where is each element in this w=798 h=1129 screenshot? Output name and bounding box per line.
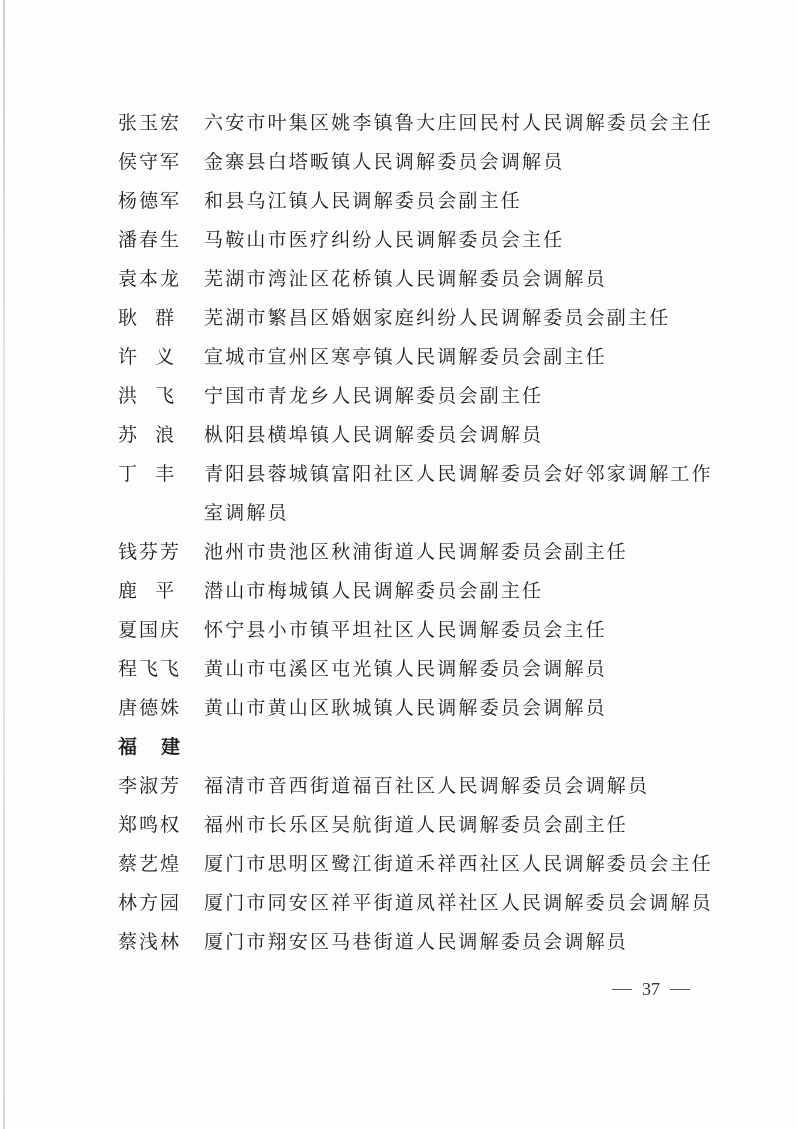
list-item — [118, 650, 718, 689]
person-position: 和县乌江镇人民调解委员会副主任 — [204, 190, 523, 212]
person-name: 程飞飞 — [118, 658, 182, 680]
list-item — [118, 260, 718, 299]
person-position: 黄山市屯溪区屯光镇人民调解委员会调解员 — [204, 658, 607, 680]
person-position: 福州市长乐区吴航街道人民调解委员会副主任 — [204, 814, 629, 836]
person-position: 厦门市思明区鹭江街道禾祥西社区人民调解委员会主任 — [204, 853, 713, 875]
list-item — [118, 221, 718, 260]
list-item — [118, 104, 718, 143]
person-position: 怀宁县小市镇平坦社区人民调解委员会主任 — [204, 619, 607, 641]
person-name: 钱芬芳 — [118, 541, 182, 563]
list-item — [118, 923, 718, 962]
person-position: 芜湖市繁昌区婚姻家庭纠纷人民调解委员会副主任 — [204, 307, 671, 329]
section-label-second: 建 — [161, 736, 183, 758]
list-item — [118, 143, 718, 182]
list-item — [118, 845, 718, 884]
person-name: 耿 群 — [118, 307, 177, 329]
person-name: 唐德姝 — [118, 697, 182, 719]
person-name: 鹿 平 — [118, 580, 177, 602]
person-position: 芜湖市湾沚区花桥镇人民调解委员会调解员 — [204, 268, 607, 290]
person-position: 金寨县白塔畈镇人民调解委员会调解员 — [204, 151, 565, 173]
list-item — [118, 455, 718, 533]
section-heading-fujian — [118, 728, 718, 767]
person-position: 青阳县蓉城镇富阳社区人民调解委员会好邻家调解工作室调解员 — [204, 463, 713, 524]
list-item — [118, 689, 718, 728]
person-name: 张玉宏 — [118, 112, 182, 134]
section-label-first: 福 — [118, 736, 140, 758]
person-position: 厦门市翔安区马巷街道人民调解委员会调解员 — [204, 931, 629, 953]
person-name: 蔡浅林 — [118, 931, 182, 953]
person-name: 郑鸣权 — [118, 814, 182, 836]
page-footer — [612, 979, 690, 1000]
page-number: 37 — [642, 979, 660, 999]
footer-dash-right — [670, 989, 690, 990]
person-name: 袁本龙 — [118, 268, 182, 290]
person-position: 池州市贵池区秋浦街道人民调解委员会副主任 — [204, 541, 629, 563]
person-name: 许 义 — [118, 346, 177, 368]
person-name: 杨德军 — [118, 190, 182, 212]
person-position: 潜山市梅城镇人民调解委员会副主任 — [204, 580, 544, 602]
list-item — [118, 806, 718, 845]
person-name: 潘春生 — [118, 229, 182, 251]
person-name: 丁 丰 — [118, 463, 177, 485]
scan-edge — [3, 0, 5, 1129]
list-item — [118, 767, 718, 806]
list-item — [118, 533, 718, 572]
list-item — [118, 884, 718, 923]
list-item — [118, 182, 718, 221]
person-position: 黄山市黄山区耿城镇人民调解委员会调解员 — [204, 697, 607, 719]
person-name: 侯守军 — [118, 151, 182, 173]
person-name: 林方园 — [118, 892, 182, 914]
person-position: 福清市音西街道福百社区人民调解委员会调解员 — [204, 775, 650, 797]
list-item — [118, 572, 718, 611]
person-position: 六安市叶集区姚李镇鲁大庄回民村人民调解委员会主任 — [204, 112, 713, 134]
list-item — [118, 416, 718, 455]
mediator-list — [118, 104, 718, 962]
person-position: 宁国市青龙乡人民调解委员会副主任 — [204, 385, 544, 407]
person-name: 夏国庆 — [118, 619, 182, 641]
person-name: 苏 浪 — [118, 424, 177, 446]
person-position: 宣城市宣州区寒亭镇人民调解委员会副主任 — [204, 346, 607, 368]
list-item — [118, 299, 718, 338]
person-position: 枞阳县横埠镇人民调解委员会调解员 — [204, 424, 544, 446]
footer-dash-left — [612, 989, 632, 990]
person-name: 蔡艺煌 — [118, 853, 182, 875]
list-item — [118, 338, 718, 377]
list-item — [118, 377, 718, 416]
person-position: 马鞍山市医疗纠纷人民调解委员会主任 — [204, 229, 565, 251]
person-position: 厦门市同安区祥平街道凤祥社区人民调解委员会调解员 — [204, 892, 713, 914]
person-name: 李淑芳 — [118, 775, 182, 797]
list-item — [118, 611, 718, 650]
person-name: 洪 飞 — [118, 385, 177, 407]
